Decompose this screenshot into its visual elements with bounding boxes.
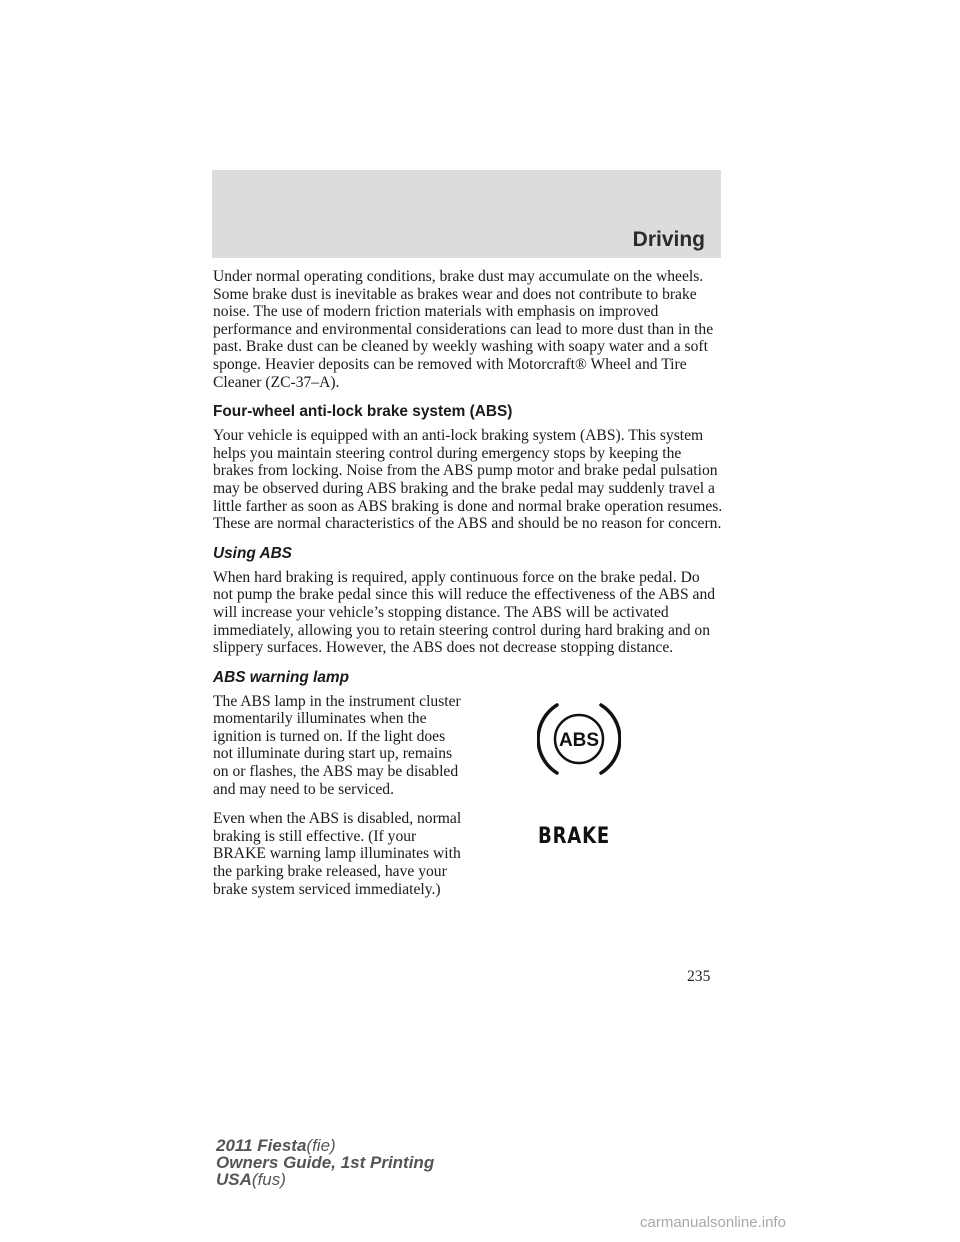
brake-warning-icon: BRAKE [538, 824, 611, 850]
footer-market: USA [216, 1170, 252, 1189]
abs-warning-icon-area [473, 693, 723, 789]
brake-warning-icon-area [473, 810, 723, 862]
footer-model: 2011 Fiesta [216, 1136, 307, 1155]
abs-lamp-paragraph: The ABS lamp in the instrument cluster momentarily illuminates when the ignition is turned on. If the light does not illuminate during start up, remains on or flashes, the ABS may be disabled and may need to be serviced. [213, 692, 461, 798]
using-abs-heading: Using ABS [213, 544, 292, 562]
watermark: carmanualsonline.info [640, 1214, 786, 1231]
brake-dust-paragraph: Under normal operating conditions, brake dust may accumulate on the wheels. Some brake dust is inevitable as brakes wear and does not contribute to brake noise. The use of modern friction materials with emphasis on improved performance and environmental considerations can lead to more dust than in the past. Brake dust can be cleaned by weekly washing with soapy water and a soft sponge. Heavier deposits can be removed with Motorcraft® Wheel and Tire Cleaner (ZC-37–A). [213, 268, 714, 391]
abs-disabled-paragraph: Even when the ABS is disabled, normal braking is still effective. (If your BRAKE warning lamp illuminates with the parking brake released, have your brake system serviced immediately.) [213, 810, 462, 898]
page-number: 235 [687, 968, 711, 985]
using-abs-paragraph: When hard braking is required, apply continuous force on the brake pedal. Do not pump the brake pedal since this will reduce the effectiveness of the ABS and will increase your vehicle’s stopping distance. The ABS will be activated immediately, allowing you to retain steering control during hard braking and on slippery surfaces. However, the ABS does not decrease stopping distance. [213, 568, 716, 657]
section-header [212, 170, 721, 258]
abs-icon-label: ABS [558, 729, 600, 751]
section-title: Driving [632, 228, 705, 251]
footer-market-code: (fus) [251, 1170, 286, 1189]
footer-printing: Owners Guide, 1st Printing [216, 1153, 435, 1172]
abs-warning-lamp-heading: ABS warning lamp [213, 668, 349, 686]
footer-model-code: (fie) [306, 1136, 336, 1155]
footer [216, 1137, 434, 1188]
page-content [213, 268, 723, 910]
abs-intro-paragraph: Your vehicle is equipped with an anti-lock braking system (ABS). This system helps you maintain steering control during emergency stops by keeping the brakes from locking. Noise from the ABS pump motor and brake pedal pulsation may be observed during ABS braking and the brake pedal may suddenly travel a little farther as soon as ABS braking is done and normal brake operation resumes. These are normal characteristics of the ABS and should be no reason for concern. [213, 427, 723, 533]
four-wheel-abs-heading: Four-wheel anti-lock brake system (ABS) [213, 403, 513, 421]
abs-warning-icon [537, 697, 621, 781]
